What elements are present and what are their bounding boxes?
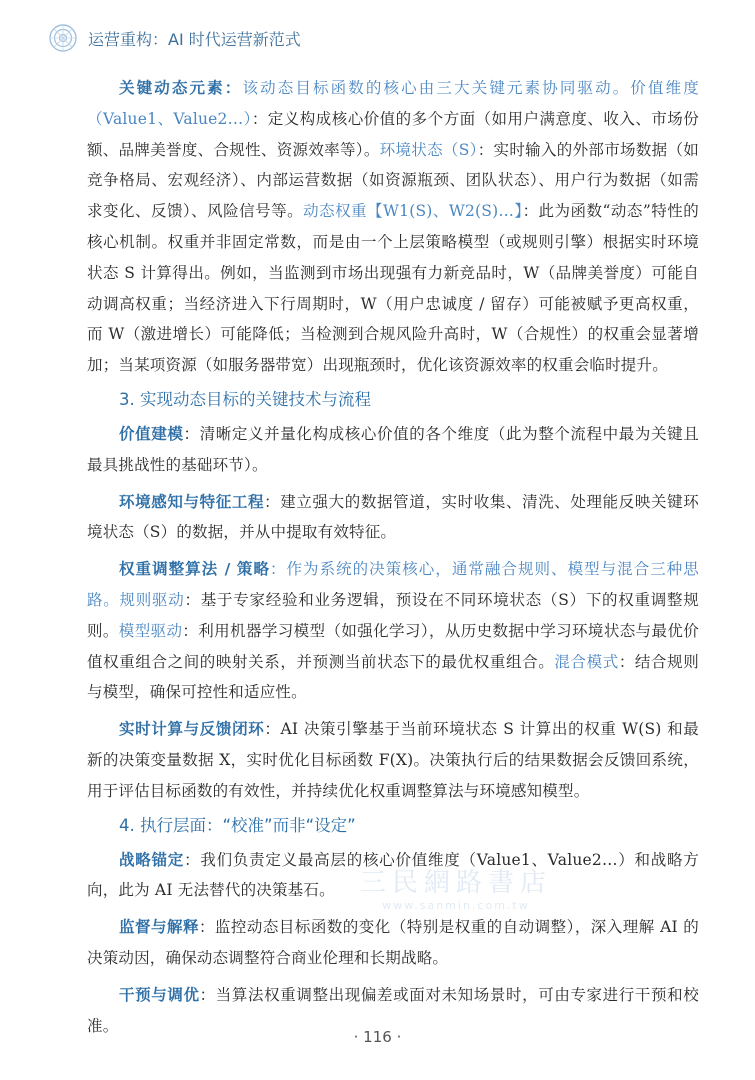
weight-algorithm-lead: ：作为系统的决策核心，通常融合规则、模型与混合三种思路。规则驱动 [87,560,700,609]
value-modeling-label: 价值建模 [119,424,184,443]
realtime-feedback-paragraph [87,714,699,806]
value-dimension-lead: 该动态目标函数的核心由三大关键元素协同驱动。价值维度（Value1、Value2…） [87,79,700,128]
mixed-mode-text: ：结合规则与模型，确保可控性和适应性。 [87,652,699,702]
intervention-text: ：当算法权重调整出现偏差或面对未知场景时，可由专家进行干预和校准。 [87,985,699,1035]
model-driven-label: 模型驱动 [118,621,183,640]
realtime-feedback-label: 实时计算与反馈闭环 [119,720,265,739]
book-title: 运营重构：AI 时代运营新范式 [88,29,301,49]
environment-state-text: ：实时输入的外部市场数据（如竞争格局、宏观经济）、内部运营数据（如资源瓶颈、团队状态）、用户行为数据（如需求变化、反馈）、风险信号等。 [87,140,699,221]
supervision-paragraph [87,912,699,974]
key-dynamic-elements-paragraph [87,73,699,381]
environment-sensing-paragraph [87,487,699,549]
environment-sensing-text: ：建立强大的数据管道，实时收集、清洗、处理能反映关键环境状态（S）的数据，并从中提取有效特征。 [87,492,699,542]
strategy-anchor-text: ：我们负责定义最高层的核心价值维度（Value1、Value2…）和战略方向，此为 AI 无法替代的决策基石。 [87,850,699,900]
section-4-heading: 4. 执行层面：“校准”而非“设定” [119,815,356,835]
section-3-heading: 3. 实现动态目标的关键技术与流程 [119,389,371,409]
realtime-feedback-text: ：AI 决策引擎基于当前环境状态 S 计算出的权重 W(S) 和最新的决策变量数据 X，实时优化目标函数 F(X)。决策执行后的结果数据会反馈回系统，用于评估目标函数的有效性，并持续优化权重调整算法与环境感知模型。 [87,720,699,800]
environment-sensing-label: 环境感知与特征工程 [119,492,265,511]
value-dimension-text: ：定义构成核心价值的多个方面（如用户满意度、收入、市场份额、品牌美誉度、合规性、资源效率等）。 [87,109,699,159]
strategy-anchor-label: 战略锚定 [119,850,185,869]
running-header [48,20,301,56]
supervision-label: 监督与解释 [119,918,199,937]
weight-algorithm-label: 权重调整算法 / 策略 [119,560,270,579]
mixed-mode-label: 混合模式 [554,652,619,671]
dynamic-weight-text: ：此为函数“动态”特性的核心机制。权重并非固定常数，而是由一个上层策略模型（或规则引擎）根据实时环境状态 S 计算得出。例如，当监测到市场出现强有力新竞品时，W（品牌美誉度）可能自动调高权重；当经济进入下行周期时，W（用户忠诚度 / 留存）可能被赋予更高权重，而 W（激进增长）可能降低；当检测到合规风险升高时，W（合规性）的权重会显著增加；当某项资源（如服务器带宽）出现瓶颈时，优化该资源效率的权重会临时提升。 [87,202,699,375]
environment-state-label: 环境状态（S） [379,140,478,159]
weight-algorithm-paragraph [87,554,699,708]
rule-driven-text: ：基于专家经验和业务逻辑，预设在不同环境状态（S）下的权重调整规则。 [87,590,699,640]
key-dynamic-elements-label: 关键动态元素： [119,79,243,97]
page-number: · 116 · [353,1028,402,1046]
value-modeling-paragraph [87,419,699,481]
mandala-logo-icon [48,23,78,53]
supervision-text: ：监控动态目标函数的变化（特别是权重的自动调整），深入理解 AI 的决策动因，确保动态调整符合商业伦理和长期战略。 [87,918,699,967]
value-modeling-text: ：清晰定义并量化构成核心价值的各个维度（此为整个流程中最为关键且最具挑战性的基础环节）。 [87,424,699,474]
model-driven-text: ：利用机器学习模型（如强化学习），从历史数据中学习环境状态与最优价值权重组合之间的映射关系，并预测当前状态下的最优权重组合。 [87,621,699,671]
watermark-text: 三民網路書店 [360,868,553,898]
watermark-url: www.sanmin.com.tw [382,899,530,912]
bookstore-watermark [360,862,552,912]
intervention-label: 干预与调优 [119,985,200,1004]
dynamic-weight-label: 动态权重【W1(S)、W2(S)…】 [303,202,523,221]
